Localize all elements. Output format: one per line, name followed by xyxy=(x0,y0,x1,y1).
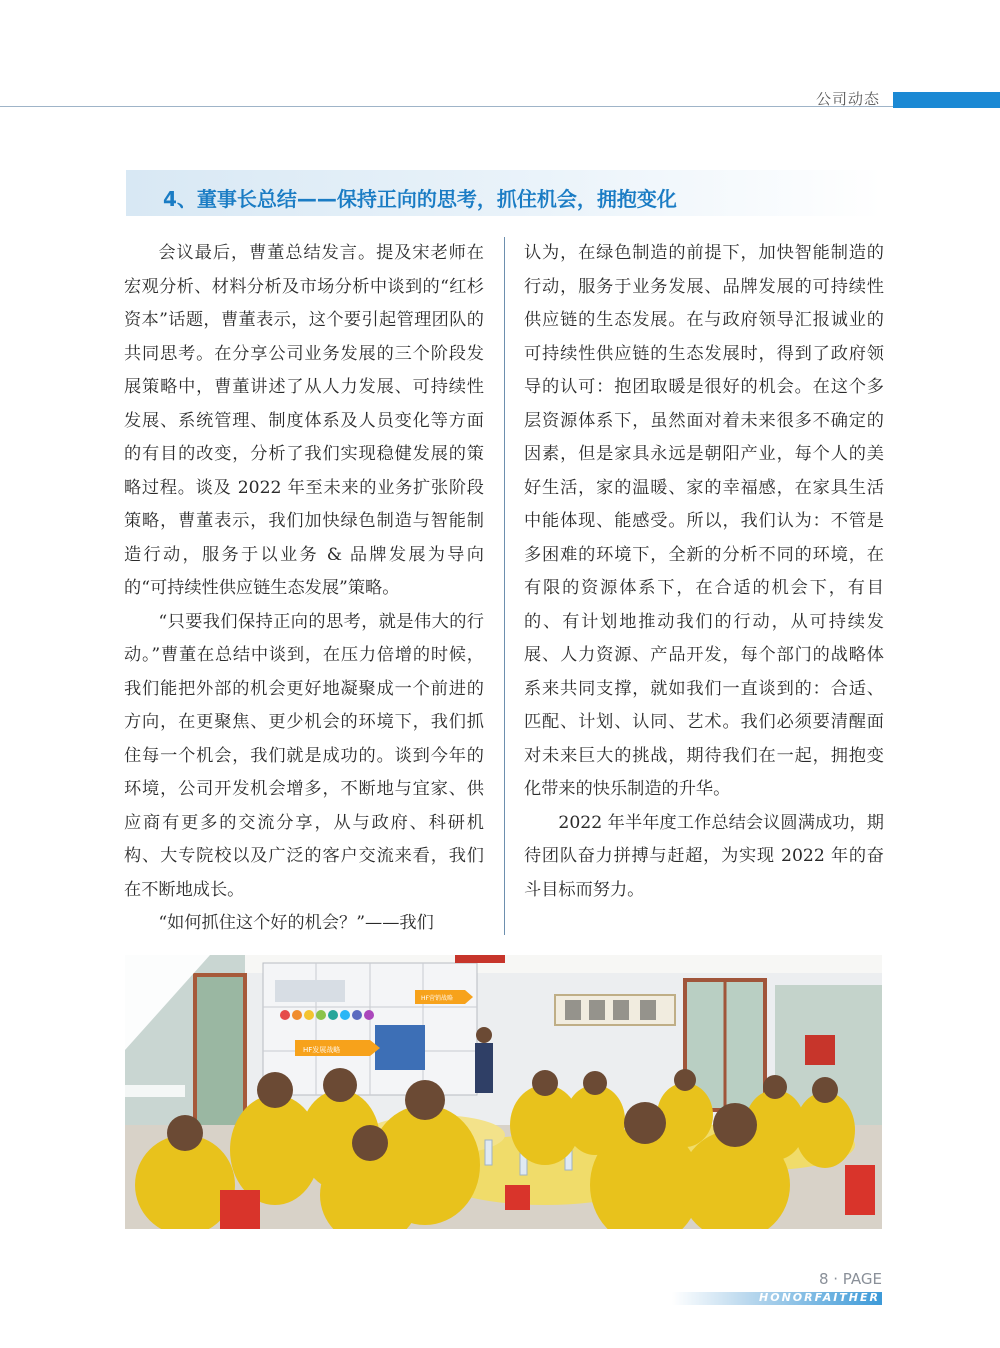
footer-page-number: 8 · PAGE xyxy=(818,1270,882,1288)
screen-label-right: HF营销战略 xyxy=(421,995,453,1002)
right-column xyxy=(524,237,884,907)
screen-label-left: HF发展战略 xyxy=(303,1046,341,1054)
paragraph: “只要我们保持正向的思考，就是伟大的行动。”曹董在总结中谈到，在压力倍增的时候，我们能把外部的机会更好地凝聚成一个前进的方向，在更聚焦、更少机会的环境下，我们抓住每一个机会，我们就是成功的。谈到今年的环境，公司开发机会增多，不断地与宜家、供应商有更多的交流分享，从与政府、科研机构、大专院校以及广泛的客户交流来看，我们在不断地成长。 xyxy=(124,611,484,900)
paragraph: 2022 年半年度工作总结会议圆满成功，期待团队奋力拼搏与赶超，为实现 2022 年的奋斗目标而努力。 xyxy=(524,812,884,900)
paragraph: 会议最后，曹董总结发言。提及宋老师在宏观分析、材料分析及市场分析中谈到的“红杉资本”话题，曹董表示，这个要引起管理团队的共同思考。在分享公司业务发展的三个阶段发展策略中，曹董讲述了从人力发展、可持续性发展、系统管理、制度体系及人员变化等方面的有目的改变，分析了我们实现稳健发展的策略过程。谈及 2022 年至未来的业务扩张阶段策略，曹董表示，我们加快绿色制造与智能制造行动，服务于以业务 & 品牌发展为导向的“可持续性供应链生态发展”策略。 xyxy=(124,243,484,598)
paragraph: “如何抓住这个好的机会？”——我们 xyxy=(158,913,434,933)
meeting-photo xyxy=(125,955,882,1229)
section-label: 公司动态 xyxy=(815,90,880,108)
header-rule xyxy=(0,106,893,107)
section-heading: 4、董事长总结——保持正向的思考，抓住机会，拥抱变化 xyxy=(163,187,677,211)
left-column xyxy=(124,237,484,941)
column-divider xyxy=(504,237,505,935)
section-tab xyxy=(893,92,1000,108)
paragraph: 认为，在绿色制造的前提下，加快智能制造的行动，服务于业务发展、品牌发展的可持续性供应链的生态发展。在与政府领导汇报诚业的可持续性供应链的生态发展时，得到了政府领导的认可：抱团取暖是很好的机会。在这个多层资源体系下，虽然面对着未来很多不确定的因素，但是家具永远是朝阳产业，每个人的美好生活，家的温暖、家的幸福感，在家具生活中能体现、能感受。所以，我们认为：不管是多困难的环境下，全新的分析不同的环境，在有限的资源体系下，在合适的机会下，有目的、有计划地推动我们的行动，从可持续发展、人力资源、产品开发，每个部门的战略体系来共同支撑，就如我们一直谈到的：合适、匹配、计划、认同、艺术。我们必须要清醒面对未来巨大的挑战，期待我们在一起，拥抱变化带来的快乐制造的升华。 xyxy=(524,243,884,799)
meeting-illustration xyxy=(125,955,882,1229)
footer-brand: HONORFAITHER xyxy=(759,1291,880,1304)
